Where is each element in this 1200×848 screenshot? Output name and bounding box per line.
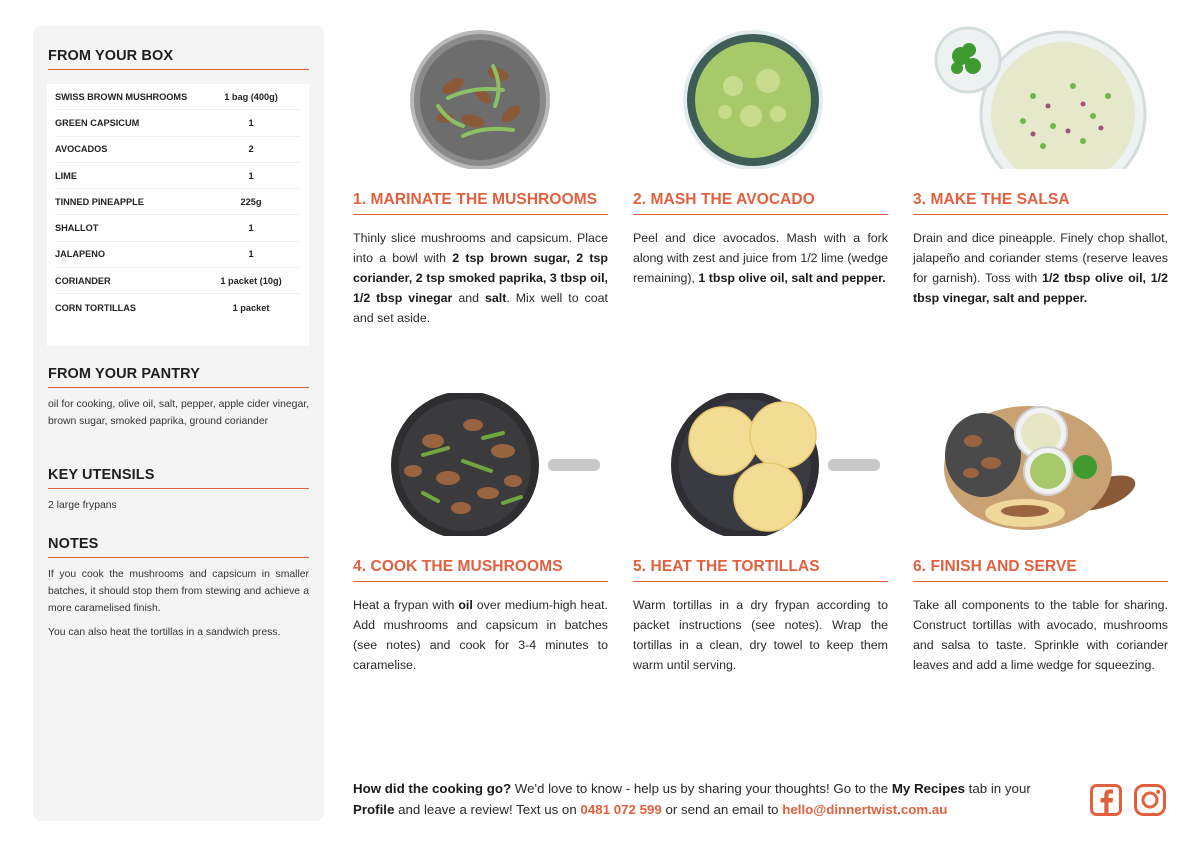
text-run-bold: 1/2 tbsp olive oil, 1/2 tbsp vinegar, salt and pepper. [913,271,1168,305]
box-title: FROM YOUR BOX [48,48,309,70]
ingredient-name: SWISS BROWN MUSHROOMS [55,91,188,102]
ingredient-name: AVOCADOS [55,144,108,155]
note-item: You can also heat the tortillas in a sandwich press. [48,627,281,638]
step-6-body [913,595,1168,675]
ingredient-qty: 225g [240,196,262,207]
pantry-title: FROM YOUR PANTRY [48,366,309,388]
table-row [55,189,301,215]
ingredient-name: TINNED PINEAPPLE [55,196,144,207]
step-2 [633,26,888,288]
ingredient-qty: 1 [248,170,254,181]
text-run: Warm tortillas in a dry frypan according to packet instructions (see notes). Wrap the tortillas in a clean, dry towel to keep them warm until serving. [633,598,888,672]
text-run: Thinly slice mushrooms and capsicum. Place into a bowl with [353,231,608,265]
text-run-bold: oil [458,598,473,612]
ingredient-qty: 1 [248,117,254,128]
step-5-body [633,595,888,675]
text-run-bold: Profile [353,802,395,817]
table-row [55,137,301,163]
step-6 [913,393,1168,675]
step-3-title: 3. MAKE THE SALSA [913,191,1168,215]
text-run: Peel and dice avocados. Mash with a fork along with zest and juice from 1/2 lime (wedge remaining), [633,231,888,285]
step-3 [913,26,1168,308]
pantry-text: oil for cooking, olive oil, salt, pepper, apple cider vinegar, brown sugar, smoked paprika, ground coriander [48,399,309,427]
text-run: Take all components to the table for sharing. Construct tortillas with avocado, mushrooms and salsa to taste. Sprinkle with coriander leaves and add a lime wedge for squeezing. [913,598,1168,672]
step-6-photo [913,393,1168,536]
sidebar [33,26,324,821]
table-row [55,110,301,136]
facebook-icon[interactable] [1090,784,1122,816]
step-1-body [353,228,608,328]
step-2-title: 2. MASH THE AVOCADO [633,191,888,215]
utensils-title: KEY UTENSILS [48,467,309,489]
step-1 [353,26,608,328]
ingredient-name: CORIANDER [55,275,111,286]
text-run-bold: My Recipes [891,781,965,796]
table-row [55,294,301,320]
notes-text [48,566,309,641]
note-item: If you cook the mushrooms and capsicum in smaller batches, it should stop them from stewing and achieve a more caramelised finish. [48,569,309,614]
instagram-icon[interactable] [1134,784,1166,816]
step-5-photo [633,393,888,536]
step-2-photo [633,26,888,169]
text-run: Drain and dice pineapple. Finely chop shallot, jalapeño and coriander stems (reserve leaves for garnish). Toss with [913,231,1168,285]
step-6-title: 6. FINISH AND SERVE [913,558,1168,582]
step-1-title: 1. MARINATE THE MUSHROOMS [353,191,608,215]
box-ingredients-table [47,84,309,346]
step-3-photo [913,26,1168,169]
feedback-footer [353,778,1073,820]
text-run: and leave a review! Text us on [394,802,581,817]
text-run-bold: How did the cooking go? [353,781,512,796]
step-2-body [633,228,888,288]
ingredient-qty: 1 packet (10g) [220,275,282,286]
ingredient-qty: 1 [248,223,254,234]
table-row [55,215,301,241]
text-run-bold: 2 tsp brown sugar, 2 tsp coriander, 2 tsp smoked paprika, 3 tbsp oil, 1/2 tbsp vinegar [353,251,608,305]
table-row [55,163,301,189]
step-4-body [353,595,608,675]
text-run: or send an email to [661,802,783,817]
ingredient-qty: 2 [248,144,254,155]
table-row [55,242,301,268]
text-run-bold: 1 tbsp olive oil, salt and pepper. [698,271,886,285]
ingredient-qty: 1 [248,249,254,260]
email-link[interactable]: hello@dinnertwist.com.au [782,802,948,817]
text-run: over medium-high heat. Add mushrooms and capsicum in batches (see notes) and cook for 3-4 minutes to caramelise. [353,598,608,672]
ingredient-name: JALAPENO [55,249,106,260]
step-3-body [913,228,1168,308]
step-5-title: 5. HEAT THE TORTILLAS [633,558,888,582]
ingredient-name: LIME [55,170,77,181]
step-5 [633,393,888,675]
step-1-photo [353,26,608,169]
step-4-title: 4. COOK THE MUSHROOMS [353,558,608,582]
step-4-photo [353,393,608,536]
text-run-bold: salt [484,291,507,305]
phone-link[interactable]: 0481 072 599 [580,802,662,817]
ingredient-name: CORN TORTILLAS [55,302,136,313]
ingredient-name: GREEN CAPSICUM [55,117,140,128]
table-row [55,268,301,294]
notes-title: NOTES [48,536,309,558]
text-run: . Mix well to coat and set aside. [353,291,608,325]
ingredient-qty: 1 bag (400g) [224,91,278,102]
text-run: Heat a frypan with [353,598,459,612]
utensils-text: 2 large frypans [48,500,117,511]
text-run: tab in your [964,781,1031,796]
ingredient-name: SHALLOT [55,223,99,234]
step-4 [353,393,608,675]
text-run: and [452,291,485,305]
text-run: We'd love to know - help us by sharing your thoughts! Go to the [511,781,892,796]
table-row [55,84,301,110]
ingredient-qty: 1 packet [232,302,270,313]
